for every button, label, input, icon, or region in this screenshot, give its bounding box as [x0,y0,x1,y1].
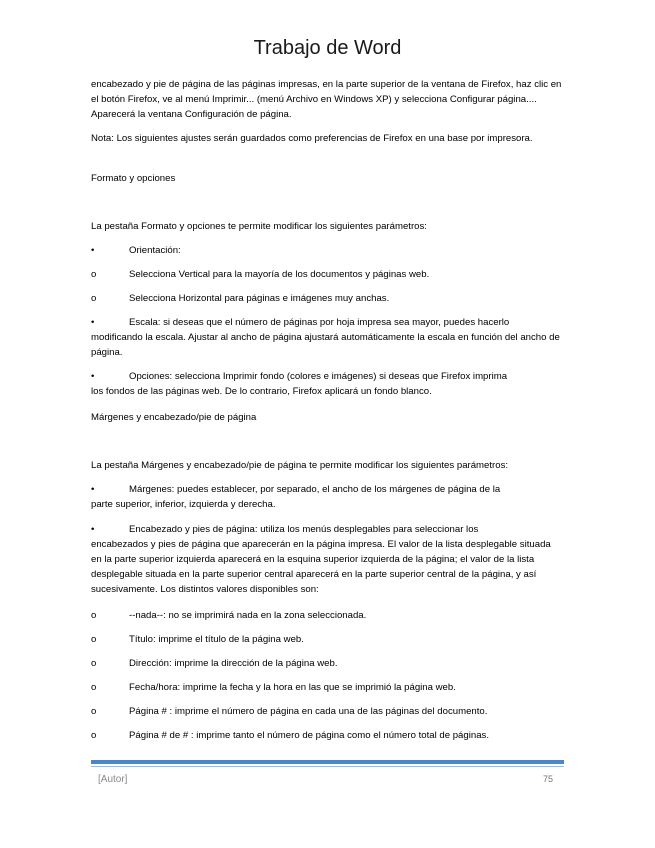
sub-bullet-marker: o [91,293,97,304]
bullet-marker: • [91,524,95,535]
bullet-text: Orientación: [129,245,181,256]
sub-bullet-pagina-de [91,728,563,743]
sub-bullet-text: Selecciona Horizontal para páginas e imágenes muy anchas. [129,293,390,304]
bullet-marker: • [91,317,95,328]
bullet-orientacion [91,243,563,258]
bullet-text-continuation: modificando la escala. Ajustar al ancho de página ajustará automáticamente la escala en función del ancho de página. [91,332,560,358]
footer-rule-thin [91,766,564,767]
sub-bullet-marker: o [91,730,97,741]
heading-margenes: Márgenes y encabezado/pie de página [91,412,257,423]
paragraph-note: Nota: Los siguientes ajustes serán guardados como preferencias de Firefox en una base por impresora. [91,133,533,144]
bullet-marker: • [91,371,95,382]
bullet-marker: • [91,245,95,256]
footer-rule [91,760,564,764]
sub-bullet-vertical [91,267,563,282]
bullet-marker: • [91,484,95,495]
sub-bullet-marker: o [91,706,97,717]
sub-bullet-text: Dirección: imprime la dirección de la página web. [129,658,338,669]
bullet-text-first-line: Encabezado y pies de página: utiliza los menús desplegables para seleccionar los [129,524,479,535]
sub-bullet-pagina [91,704,563,719]
sub-bullet-fecha-hora [91,680,563,695]
sub-bullet-direccion [91,656,563,671]
bullet-text-first-line: Opciones: selecciona Imprimir fondo (colores e imágenes) si deseas que Firefox imprima [129,371,508,382]
bullet-encabezado-pies [91,522,563,597]
bullet-opciones [91,369,563,399]
sub-bullet-text: --nada--: no se imprimirá nada en la zona seleccionada. [129,610,367,621]
paragraph-margenes-intro: La pestaña Márgenes y encabezado/pie de página te permite modificar los siguientes parámetros: [91,460,509,471]
heading-formato-opciones: Formato y opciones [91,173,176,184]
sub-bullet-marker: o [91,634,97,645]
bullet-escala [91,315,563,360]
bullet-text-continuation: los fondos de las páginas web. De lo contrario, Firefox aplicará un fondo blanco. [91,386,432,397]
sub-bullet-nada [91,608,563,623]
sub-bullet-text: Página # de # : imprime tanto el número de página como el número total de páginas. [129,730,489,741]
bullet-text-continuation: encabezados y pies de página que aparecerán en la página impresa. El valor de la lista desplegable situada en la parte superior izquierda aparecerá en la esquina superior izquierda de la página; el valor de la lista desplegable situada en la parte superior central aparecerá en la parte superior central de la página, y así sucesivamente. Los distintos valores disponibles son: [91,539,551,595]
sub-bullet-marker: o [91,682,97,693]
sub-bullet-titulo [91,632,563,647]
sub-bullet-text: Título: imprime el título de la página web. [129,634,304,645]
sub-bullet-text: Fecha/hora: imprime la fecha y la hora en las que se imprimió la página web. [129,682,456,693]
sub-bullet-text: Selecciona Vertical para la mayoría de los documentos y páginas web. [129,269,430,280]
paragraph-formato-intro: La pestaña Formato y opciones te permite modificar los siguientes parámetros: [91,221,427,232]
bullet-text-continuation: parte superior, inferior, izquierda y derecha. [91,499,276,510]
sub-bullet-horizontal [91,291,563,306]
bullet-text-first-line: Márgenes: puedes establecer, por separado, el ancho de los márgenes de página de la [129,484,501,495]
page-header-title: Trabajo de Word [253,37,402,59]
bullet-margenes [91,482,563,512]
footer-page-number: 75 [543,774,554,784]
sub-bullet-marker: o [91,658,97,669]
sub-bullet-marker: o [91,610,97,621]
paragraph-intro: encabezado y pie de página de las páginas impresas, en la parte superior de la ventana de Firefox, haz clic en el botón Firefox, ve al menú Imprimir... (menú Archivo en Windows XP) y selecciona Configurar página.... Aparecerá la ventana Configuración de página. [91,79,562,120]
footer-author: [Autor] [98,774,128,785]
bullet-text-first-line: Escala: si deseas que el número de páginas por hoja impresa sea mayor, puedes hacerlo [129,317,510,328]
sub-bullet-text: Página # : imprime el número de página en cada una de las páginas del documento. [129,706,488,717]
sub-bullet-marker: o [91,269,97,280]
